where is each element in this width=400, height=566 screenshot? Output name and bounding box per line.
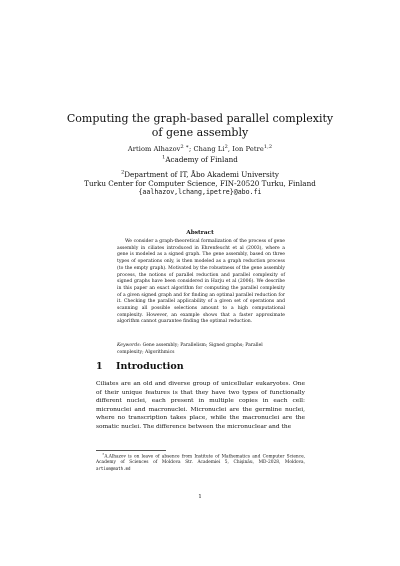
affiliation-mark: 2	[121, 169, 125, 176]
author-list	[40, 145, 360, 154]
affiliation-text: Academy of Finland	[165, 155, 238, 164]
footnote-email: artiom@math.md	[96, 466, 131, 472]
author-marks: 2 ∗	[180, 143, 189, 150]
keywords-label: Keywords:	[117, 343, 142, 348]
section-number: 1	[96, 361, 103, 372]
section-title: Introduction	[116, 361, 184, 372]
keywords-text: Gene assembly; Parallelism; Signed graphs; Parallel complexity; Algorithmics	[117, 343, 263, 355]
author-separator: ,	[227, 145, 233, 153]
footnote-text: A.Alhazov is on leave of absence from Institute of Mathematics and Computer Science, Academy of Sciences of Moldova Str. Academiei 5, Chişinău, MD-2028, Moldova,	[96, 454, 305, 466]
abstract-heading: Abstract	[186, 230, 214, 236]
author-emails: {aalhazov,lchang,ipetre}@abo.fi	[138, 188, 262, 196]
affiliation-line-2: Turku Center for Computer Science, FIN-20520 Turku, Finland	[84, 179, 316, 188]
affiliation-2	[40, 170, 360, 197]
title-line-1: Computing the graph-based parallel complexity	[66, 112, 334, 125]
author-separator: ;	[188, 145, 194, 153]
page-number: 1	[198, 494, 202, 500]
affiliation-mark: 1	[162, 154, 166, 161]
author-marks: 1,2	[263, 143, 273, 150]
section-heading	[96, 361, 184, 373]
abstract-body: We consider a graph-theoretical formalization of the process of gene assembly in ciliates introduced in Ehrenfeucht et al (2003), where a gene is modeled as a signed graph. The gene assembly, based on three types of operations only, is then modeled as a graph reduction process (to the empty graph). Motivated by the robustness of the gene assembly process, the notions of parallel reduction and parallel complexity of signed graphs have been considered in Harju et al (2006). We describe in this paper an exact algorithm for computing the parallel complexity of a given signed graph and for finding an optimal parallel reduction for it. Checking the parallel applicability of a given set of operations and scanning all possible selections amount to a high computational complexity. However, an example shows that a faster approximate algorithm cannot guarantee finding the optimal reduction.	[117, 239, 285, 325]
author-name: Artiom Alhazov	[127, 145, 181, 153]
author-name: Ion Petre	[232, 145, 264, 153]
affiliation-line-1: Department of IT, Åbo Akademi University	[124, 170, 279, 179]
author-name: Chang Li	[193, 145, 225, 153]
author-marks: 2	[224, 143, 228, 150]
paper-title	[60, 112, 340, 139]
keywords	[117, 343, 285, 356]
affiliation-1	[40, 155, 360, 164]
intro-paragraph: Ciliates are an old and diverse group of unicellular eukaryotes. One of their unique features is that they have two types of functionally different nuclei, each present in multiple copies in each cell: micronuclei and macronuclei. Micronuclei are the germline nuclei, where no transcription takes place, while the macronuclei are the somatic nuclei. The difference between the micronuclear and the	[96, 381, 305, 430]
footnote-mark: ∗	[102, 452, 105, 456]
title-line-2: of gene assembly	[151, 125, 249, 139]
footnote	[96, 454, 305, 473]
footnote-rule	[96, 450, 166, 451]
